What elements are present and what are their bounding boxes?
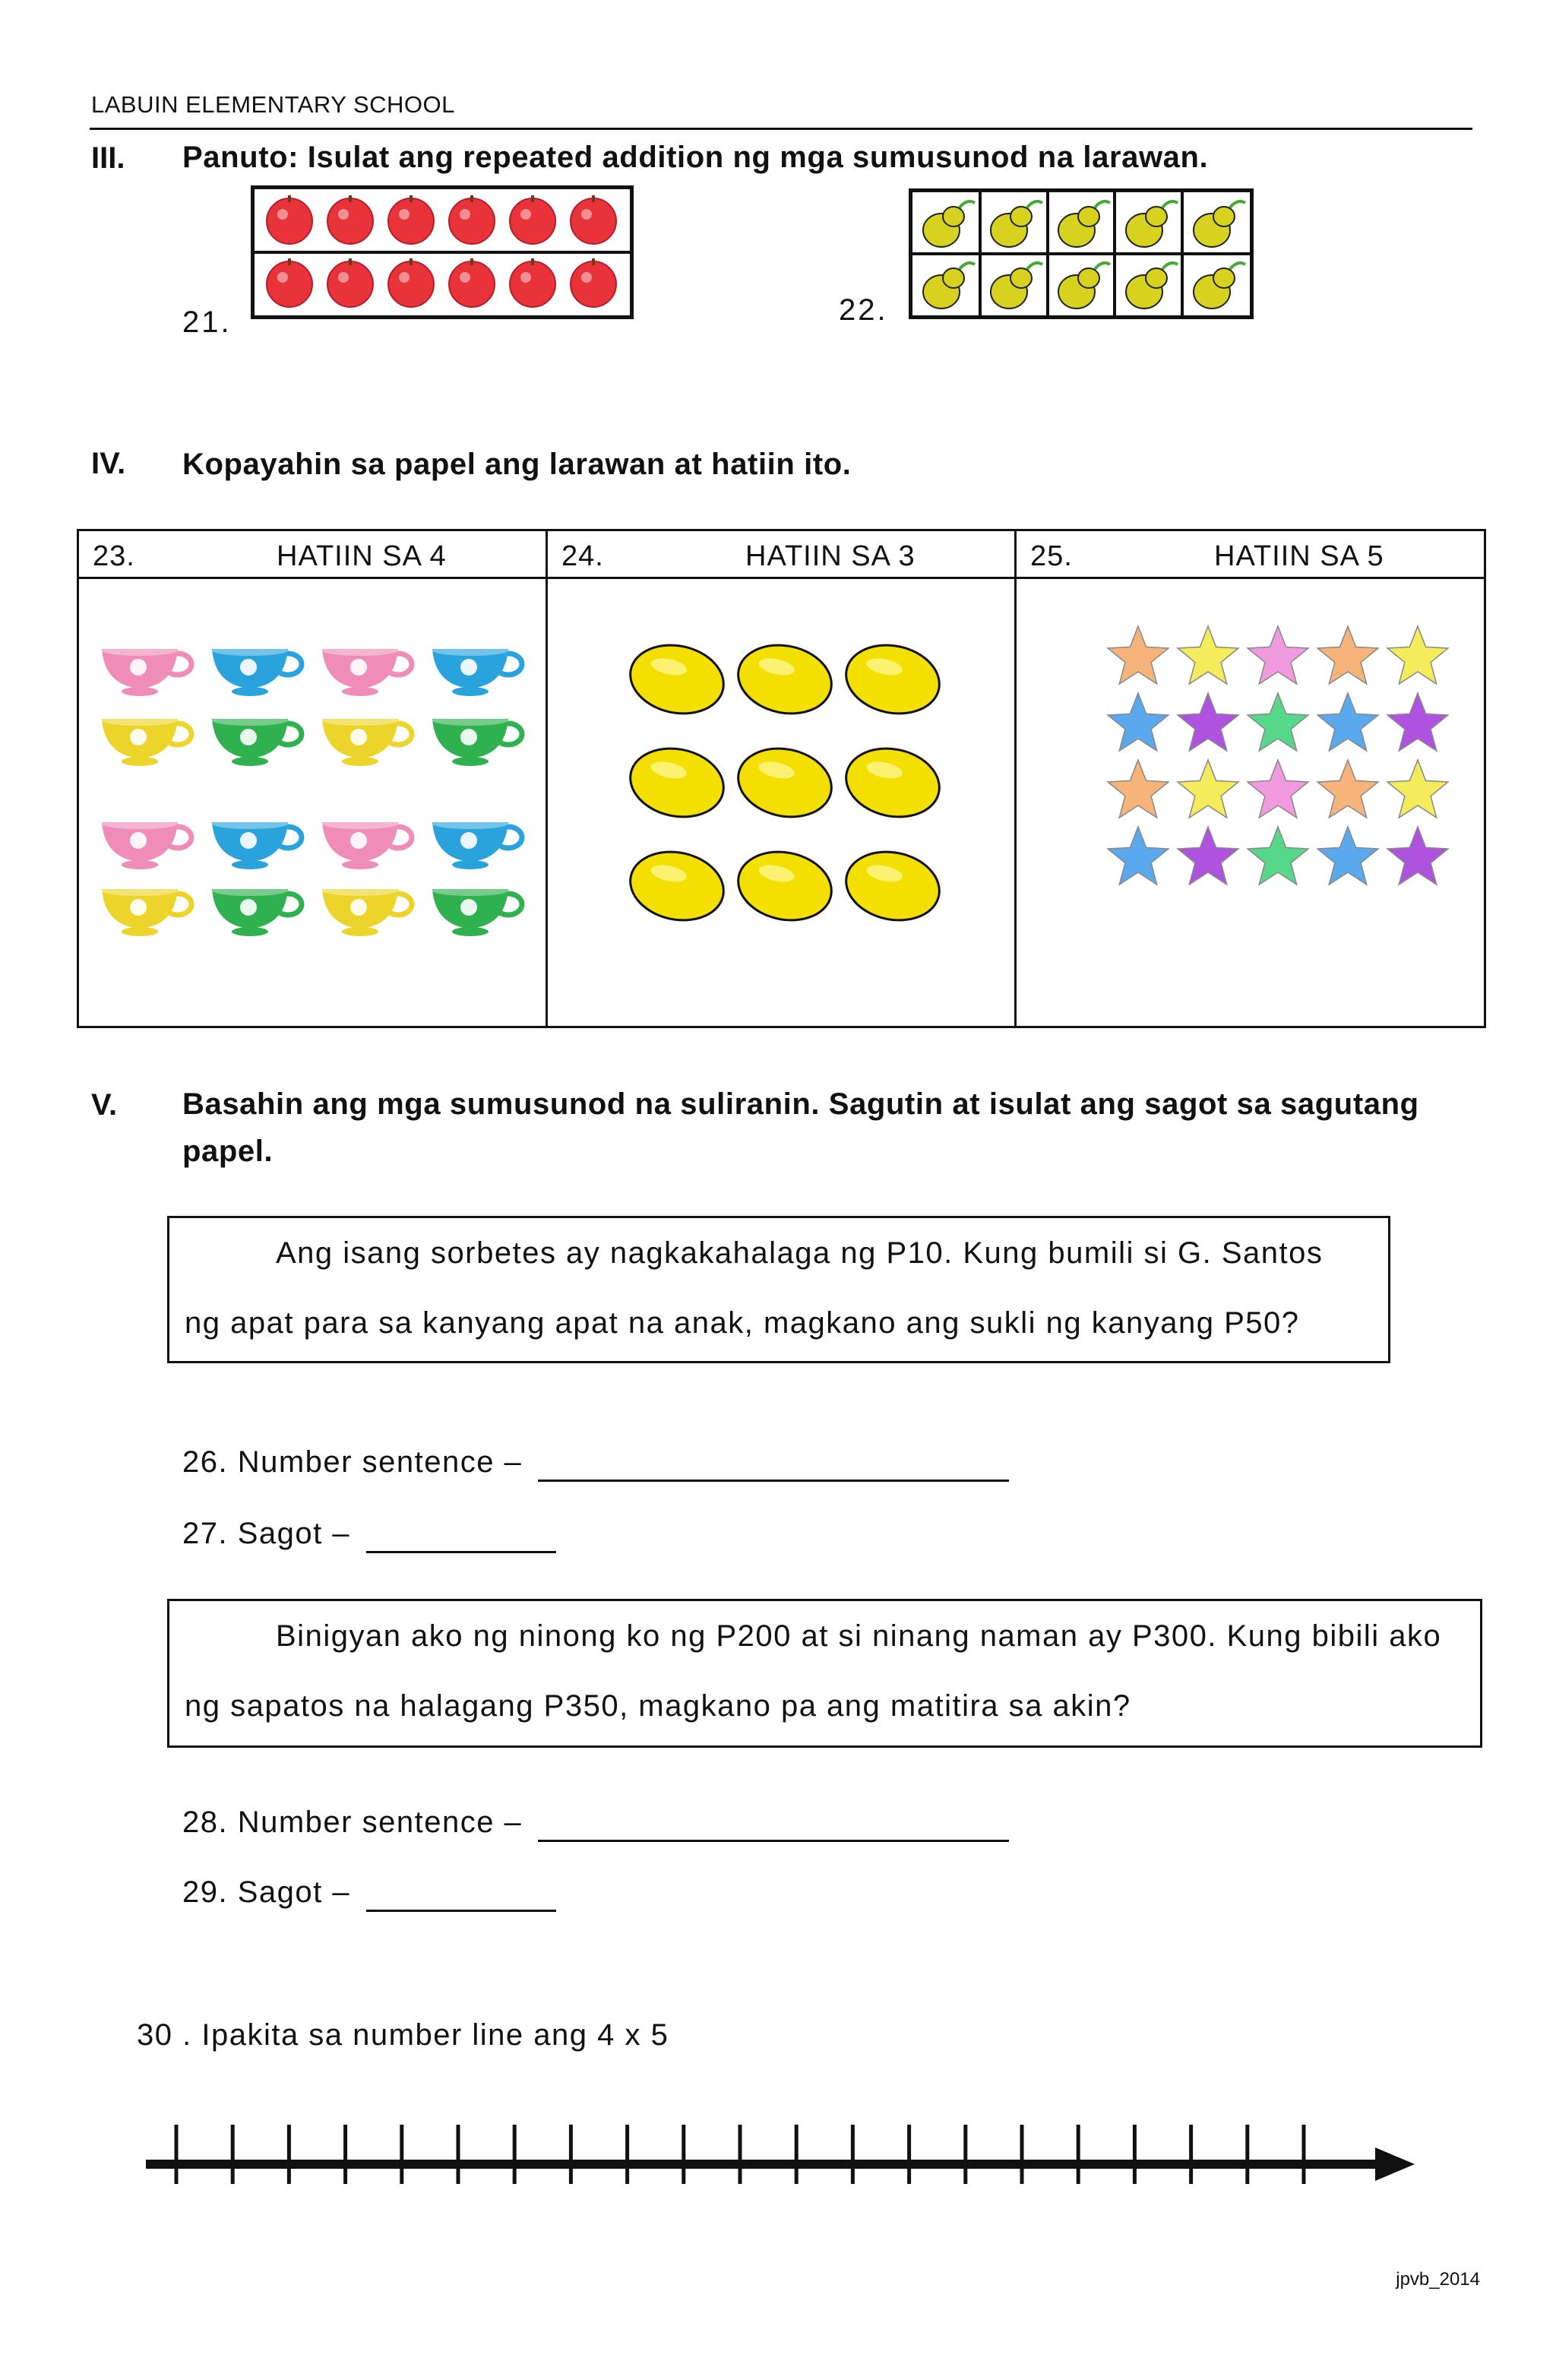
apple-icon <box>327 258 373 307</box>
question-27-label: 27. Sagot – <box>182 1517 351 1550</box>
star-icon <box>1108 760 1169 818</box>
apple-icon <box>267 195 312 244</box>
star-icon <box>1178 760 1238 818</box>
lemon-icon <box>624 637 730 722</box>
pear-icon <box>991 263 1042 309</box>
answer-26-line[interactable] <box>538 1445 1009 1482</box>
lemons-picture <box>548 579 1014 1026</box>
pear-icon <box>1058 263 1110 309</box>
teacup-icon <box>322 885 412 936</box>
problem-2-line-1: Binigyan ako ng ninong ko ng P200 at si ninang naman ay P300. Kung bibili ako <box>276 1619 1442 1653</box>
question-28-label: 28. Number sentence – <box>182 1806 523 1839</box>
problem-1-line-1: Ang isang sorbetes ay nagkakahalaga ng P10. Kung bumili si G. Santos <box>276 1236 1324 1270</box>
star-icon <box>1108 827 1169 885</box>
section-5-instruction-line-1: Basahin ang mga sumusunod na suliranin. Sagutin at isulat ang sagot sa sagutang <box>182 1087 1419 1121</box>
lemon-icon <box>732 637 838 722</box>
star-icon <box>1317 626 1378 684</box>
item-21-number: 21. <box>182 305 232 339</box>
pear-icon <box>1194 201 1245 247</box>
star-icon <box>1108 693 1169 751</box>
teacup-icon <box>322 645 412 696</box>
problem-1-box <box>167 1216 1390 1363</box>
section-5-number: V. <box>91 1088 118 1122</box>
apple-icon <box>571 258 616 307</box>
pears-ten-frame <box>909 188 1254 319</box>
star-icon <box>1317 827 1378 885</box>
cell-24-title: HATIIN SA 3 <box>745 540 916 572</box>
cell-25-title: HATIIN SA 5 <box>1214 540 1384 572</box>
header-divider <box>90 128 1472 130</box>
star-icon <box>1387 626 1448 684</box>
section-3-instruction: Panuto: Isulat ang repeated addition ng mga sumusunod na larawan. <box>182 141 1209 174</box>
teacup-icon <box>212 715 302 766</box>
section-4-number: IV. <box>91 447 126 480</box>
lemon-icon <box>732 740 838 825</box>
star-icon <box>1387 760 1448 818</box>
stars-picture <box>1017 579 1484 1026</box>
teacup-icon <box>212 885 302 936</box>
teacup-icon <box>102 715 191 766</box>
teacup-icon <box>212 818 302 869</box>
question-29 <box>182 1875 556 1912</box>
teacup-icon <box>432 818 522 869</box>
pear-icon <box>923 201 975 247</box>
lemons-area <box>548 577 1014 1026</box>
teacup-icon <box>322 818 412 869</box>
question-26-label: 26. Number sentence – <box>182 1445 523 1479</box>
lemon-icon <box>624 740 730 825</box>
school-name: LABUIN ELEMENTARY SCHOOL <box>91 91 455 118</box>
cell-23-header <box>79 531 546 577</box>
apple-icon <box>267 258 312 307</box>
teacup-icon <box>102 885 191 936</box>
pear-icon <box>1058 201 1110 247</box>
cell-24-header <box>548 531 1014 577</box>
apple-icon <box>510 195 555 244</box>
star-icon <box>1387 827 1448 885</box>
apple-icon <box>571 195 616 244</box>
star-icon <box>1317 760 1378 818</box>
star-icon <box>1248 693 1308 751</box>
star-icon <box>1387 693 1448 751</box>
pear-icon <box>1126 201 1178 247</box>
lemon-icon <box>840 740 946 825</box>
problem-2-line-2: ng sapatos na halagang P350, magkano pa ang matitira sa akin? <box>185 1689 1131 1723</box>
number-line-arrow-icon <box>1375 2147 1415 2181</box>
stars-area <box>1017 577 1484 1026</box>
star-icon <box>1178 626 1238 684</box>
star-icon <box>1178 693 1238 751</box>
divide-pictures-table <box>77 529 1486 1028</box>
teacup-icon <box>102 645 191 696</box>
answer-29-line[interactable] <box>366 1875 556 1912</box>
apple-icon <box>449 258 495 307</box>
star-icon <box>1317 693 1378 751</box>
cell-24 <box>547 530 1016 1027</box>
problem-1-line-2: ng apat para sa kanyang apat na anak, magkano ang sukli ng kanyang P50? <box>185 1306 1300 1340</box>
apple-icon <box>388 258 434 307</box>
pear-icon <box>1126 263 1178 309</box>
apple-icon <box>449 195 495 244</box>
item-22-number: 22. <box>839 293 888 327</box>
answer-28-line[interactable] <box>538 1806 1009 1842</box>
pears-picture <box>912 192 1250 315</box>
teacup-icon <box>102 818 191 869</box>
apples-ten-frame <box>251 185 634 319</box>
number-line <box>137 2105 1428 2196</box>
teacups-area <box>79 577 546 1026</box>
question-29-label: 29. Sagot – <box>182 1875 351 1909</box>
cell-25-header <box>1017 531 1484 577</box>
cell-25-number: 25. <box>1030 540 1073 572</box>
apple-icon <box>510 258 555 307</box>
teacup-icon <box>322 715 412 766</box>
teacup-icon <box>212 645 302 696</box>
answer-27-line[interactable] <box>366 1517 556 1553</box>
lemon-icon <box>840 843 946 929</box>
problem-2-box <box>167 1599 1482 1748</box>
apples-picture <box>255 189 630 315</box>
teacup-icon <box>432 645 522 696</box>
star-icon <box>1248 626 1308 684</box>
question-26 <box>182 1445 1009 1482</box>
cell-24-number: 24. <box>561 540 604 572</box>
star-icon <box>1178 827 1238 885</box>
star-icon <box>1248 827 1308 885</box>
star-icon <box>1108 626 1169 684</box>
cell-23 <box>78 530 547 1027</box>
lemon-icon <box>732 843 838 929</box>
star-icon <box>1248 760 1308 818</box>
section-4-instruction: Kopayahin sa papel ang larawan at hatiin ito. <box>182 448 852 481</box>
pear-icon <box>1194 263 1245 309</box>
section-3-number: III. <box>91 141 125 175</box>
question-27 <box>182 1517 556 1553</box>
apple-icon <box>388 195 434 244</box>
cell-25 <box>1016 530 1485 1027</box>
section-5-instruction-line-2: papel. <box>182 1135 274 1168</box>
teacups-picture <box>79 579 546 1026</box>
pear-icon <box>991 201 1042 247</box>
question-30: 30 . Ipakita sa number line ang 4 x 5 <box>137 2018 669 2052</box>
question-28 <box>182 1806 1009 1842</box>
teacup-icon <box>432 715 522 766</box>
footer-credit: jpvb_2014 <box>1396 2269 1480 2290</box>
apple-icon <box>327 195 373 244</box>
pear-icon <box>923 263 975 309</box>
cell-23-number: 23. <box>93 540 135 572</box>
teacup-icon <box>432 885 522 936</box>
lemon-icon <box>840 637 946 722</box>
cell-23-title: HATIIN SA 4 <box>277 540 447 572</box>
lemon-icon <box>624 843 730 929</box>
